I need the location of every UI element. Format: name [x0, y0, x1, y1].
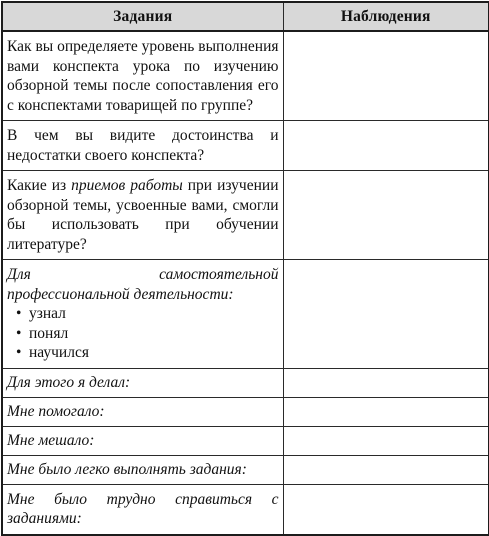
observation-cell — [283, 426, 489, 455]
task-cell: Мне помогало: — [2, 397, 283, 426]
observation-table — [1, 1, 489, 536]
table-row — [2, 426, 489, 455]
task-text: при изучении обзорной темы, усвоенные вами, смогли бы использовать при обучении литературе? — [7, 177, 279, 253]
observation-cell — [283, 368, 489, 397]
observation-cell — [283, 121, 489, 171]
table-row — [2, 171, 489, 260]
task-cell: Как вы определяете уровень выполнения вами конспекта урока по изучению обзорной темы после сопоставления его с конспектами товарищей по группе? — [2, 31, 283, 121]
observation-cell — [283, 260, 489, 369]
bullet-item: • понял — [29, 324, 279, 344]
task-cell — [2, 171, 283, 260]
table-row — [2, 31, 489, 121]
task-cell: Мне было трудно справиться с заданиями: — [2, 484, 283, 535]
observation-cell — [283, 484, 489, 535]
table-row — [2, 368, 489, 397]
task-cell: Мне было легко выполнять задания: — [2, 455, 283, 484]
observation-cell — [283, 171, 489, 260]
bullet-item: • научился — [29, 343, 279, 363]
table-row — [2, 455, 489, 484]
observation-cell — [283, 31, 489, 121]
table-row — [2, 397, 489, 426]
bullet-list — [7, 304, 279, 363]
observation-cell — [283, 397, 489, 426]
header-observations: Наблюдения — [283, 2, 489, 31]
observation-cell — [283, 455, 489, 484]
task-cell — [2, 260, 283, 369]
header-tasks: Задания — [2, 2, 283, 31]
table-row — [2, 121, 489, 171]
task-cell: Для этого я делал: — [2, 368, 283, 397]
task-cell: Мне мешало: — [2, 426, 283, 455]
bullet-item: • узнал — [29, 304, 279, 324]
task-text: Для самостоятельной профессиональной деятельности: — [7, 266, 279, 303]
header-row — [2, 2, 489, 31]
task-emphasis: приемов работы — [71, 177, 183, 194]
table-row — [2, 484, 489, 535]
task-cell: В чем вы видите достоинства и недостатки своего конспекта? — [2, 121, 283, 171]
task-text: Какие из — [7, 177, 72, 194]
table-row — [2, 260, 489, 369]
